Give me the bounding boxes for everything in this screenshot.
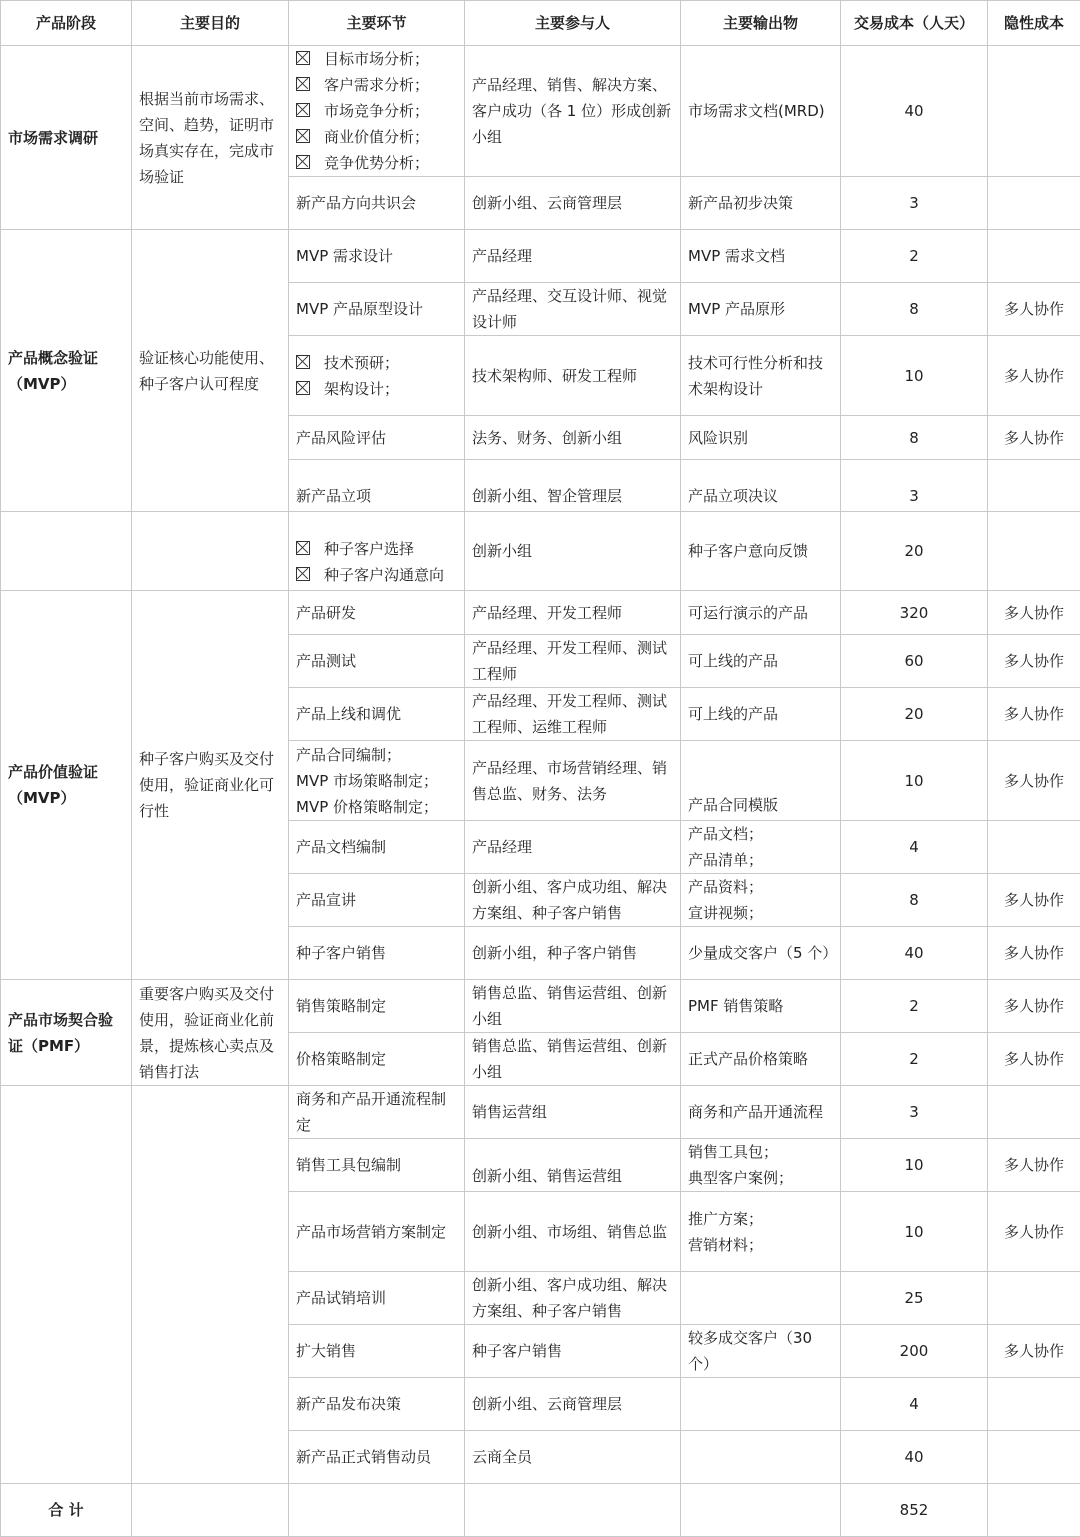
cost-cell: 3 (841, 177, 988, 230)
header-hidden-cost: 隐性成本 (988, 1, 1080, 46)
output-cell: 较多成交客户（30 个） (681, 1325, 841, 1378)
cost-cell: 4 (841, 1378, 988, 1431)
checkbox-icon (296, 129, 310, 143)
participants-cell: 销售总监、销售运营组、创新小组 (465, 1033, 681, 1086)
checkbox-icon (296, 541, 310, 555)
header-participants: 主要参与人 (465, 1, 681, 46)
hidden-cost-cell: 多人协作 (988, 688, 1080, 741)
cost-cell: 25 (841, 1272, 988, 1325)
steps-cell: 产品风险评估 (289, 416, 465, 460)
cost-cell: 2 (841, 980, 988, 1033)
steps-cell: 目标市场分析； 客户需求分析； 市场竞争分析； 商业价值分析； 竞争优势分析； (289, 46, 465, 177)
participants-cell: 产品经理、销售、解决方案、客户成功（各 1 位）形成创新小组 (465, 46, 681, 177)
hidden-cost-cell: 多人协作 (988, 416, 1080, 460)
hidden-cost-cell (988, 230, 1080, 283)
hidden-cost-cell (988, 512, 1080, 591)
steps-cell: 销售工具包编制 (289, 1139, 465, 1192)
steps-cell: 新产品发布决策 (289, 1378, 465, 1431)
hidden-cost-cell: 多人协作 (988, 283, 1080, 336)
cost-cell: 40 (841, 927, 988, 980)
participants-cell: 产品经理、市场营销经理、销售总监、财务、法务 (465, 741, 681, 821)
purpose-cell: 种子客户购买及交付使用，验证商业化可行性 (132, 591, 289, 980)
total-cost: 852 (841, 1484, 988, 1537)
output-cell: 技术可行性分析和技术架构设计 (681, 336, 841, 416)
table-row (1, 1086, 1080, 1139)
purpose-cell: 验证核心功能使用、种子客户认可程度 (132, 230, 289, 512)
purpose-cell: 重要客户购买及交付使用，验证商业化前景，提炼核心卖点及销售打法 (132, 980, 289, 1086)
header-row (1, 1, 1080, 46)
cost-cell: 2 (841, 1033, 988, 1086)
purpose-cell (132, 1086, 289, 1484)
participants-cell: 创新小组、云商管理层 (465, 1378, 681, 1431)
participants-cell: 种子客户销售 (465, 1325, 681, 1378)
header-phase: 产品阶段 (1, 1, 132, 46)
header-purpose: 主要目的 (132, 1, 289, 46)
output-cell: MVP 产品原形 (681, 283, 841, 336)
output-cell: 风险识别 (681, 416, 841, 460)
participants-cell: 产品经理、开发工程师 (465, 591, 681, 635)
cost-cell: 40 (841, 1431, 988, 1484)
cost-cell: 60 (841, 635, 988, 688)
steps-cell: MVP 产品原型设计 (289, 283, 465, 336)
phase-cell: 产品市场契合验证（PMF） (1, 980, 132, 1086)
steps-cell: 产品测试 (289, 635, 465, 688)
phase-cell: 市场需求调研 (1, 46, 132, 230)
participants-cell: 创新小组，种子客户销售 (465, 927, 681, 980)
output-cell (681, 1272, 841, 1325)
header-cost: 交易成本（人天） (841, 1, 988, 46)
table-row (1, 46, 1080, 177)
cost-cell: 10 (841, 741, 988, 821)
output-cell: 可上线的产品 (681, 688, 841, 741)
participants-cell: 产品经理、开发工程师、测试工程师 (465, 635, 681, 688)
hidden-cost-cell: 多人协作 (988, 980, 1080, 1033)
hidden-cost-cell (988, 821, 1080, 874)
output-cell: 正式产品价格策略 (681, 1033, 841, 1086)
cost-cell: 8 (841, 416, 988, 460)
cost-cell: 320 (841, 591, 988, 635)
output-cell: 市场需求文档(MRD) (681, 46, 841, 177)
output-cell: 可运行演示的产品 (681, 591, 841, 635)
hidden-cost-cell (988, 177, 1080, 230)
participants-cell: 创新小组、客户成功组、解决方案组、种子客户销售 (465, 1272, 681, 1325)
cost-cell: 8 (841, 874, 988, 927)
cost-cell: 4 (841, 821, 988, 874)
steps-cell: 产品文档编制 (289, 821, 465, 874)
hidden-cost-cell: 多人协作 (988, 741, 1080, 821)
cost-cell: 200 (841, 1325, 988, 1378)
output-cell: 产品资料； 宣讲视频； (681, 874, 841, 927)
output-cell: 销售工具包； 典型客户案例； (681, 1139, 841, 1192)
output-cell: 推广方案； 营销材料； (681, 1192, 841, 1272)
table-row (1, 980, 1080, 1033)
steps-cell: 新产品方向共识会 (289, 177, 465, 230)
hidden-cost-cell (988, 1086, 1080, 1139)
output-cell: 可上线的产品 (681, 635, 841, 688)
participants-cell: 产品经理 (465, 821, 681, 874)
cost-cell: 20 (841, 512, 988, 591)
steps-cell: 产品合同编制； MVP 市场策略制定； MVP 价格策略制定； (289, 741, 465, 821)
steps-cell: 产品市场营销方案制定 (289, 1192, 465, 1272)
output-cell: 产品文档； 产品清单； (681, 821, 841, 874)
hidden-cost-cell: 多人协作 (988, 591, 1080, 635)
output-cell (681, 1378, 841, 1431)
hidden-cost-cell: 多人协作 (988, 1139, 1080, 1192)
hidden-cost-cell: 多人协作 (988, 927, 1080, 980)
hidden-cost-cell (988, 1431, 1080, 1484)
steps-cell: 新产品正式销售动员 (289, 1431, 465, 1484)
steps-cell: 商务和产品开通流程制定 (289, 1086, 465, 1139)
purpose-cell: 根据当前市场需求、空间、趋势，证明市场真实存在，完成市场验证 (132, 46, 289, 230)
hidden-cost-cell (988, 1378, 1080, 1431)
output-cell: 种子客户意向反馈 (681, 512, 841, 591)
output-cell: 产品立项决议 (681, 460, 841, 512)
participants-cell: 创新小组、智企管理层 (465, 460, 681, 512)
participants-cell: 创新小组、客户成功组、解决方案组、种子客户销售 (465, 874, 681, 927)
participants-cell: 产品经理 (465, 230, 681, 283)
phase-cell (1, 512, 132, 591)
steps-cell: 种子客户销售 (289, 927, 465, 980)
hidden-cost-cell (988, 46, 1080, 177)
cost-cell: 10 (841, 1192, 988, 1272)
hidden-cost-cell (988, 1272, 1080, 1325)
steps-cell: 价格策略制定 (289, 1033, 465, 1086)
cost-cell: 40 (841, 46, 988, 177)
total-label: 合 计 (1, 1484, 132, 1537)
checkbox-icon (296, 51, 310, 65)
output-cell: MVP 需求文档 (681, 230, 841, 283)
checkbox-icon (296, 77, 310, 91)
cost-cell: 10 (841, 336, 988, 416)
hidden-cost-cell: 多人协作 (988, 1325, 1080, 1378)
table-row (1, 512, 1080, 591)
participants-cell: 创新小组、销售运营组 (465, 1139, 681, 1192)
steps-cell: 产品试销培训 (289, 1272, 465, 1325)
steps-cell: 产品研发 (289, 591, 465, 635)
participants-cell: 技术架构师、研发工程师 (465, 336, 681, 416)
checkbox-icon (296, 155, 310, 169)
cost-cell: 2 (841, 230, 988, 283)
output-cell: 新产品初步决策 (681, 177, 841, 230)
hidden-cost-cell: 多人协作 (988, 336, 1080, 416)
header-steps: 主要环节 (289, 1, 465, 46)
header-output: 主要输出物 (681, 1, 841, 46)
cost-cell: 10 (841, 1139, 988, 1192)
steps-cell: 销售策略制定 (289, 980, 465, 1033)
participants-cell: 产品经理、交互设计师、视觉设计师 (465, 283, 681, 336)
steps-cell: 技术预研； 架构设计； (289, 336, 465, 416)
checkbox-icon (296, 381, 310, 395)
output-cell: PMF 销售策略 (681, 980, 841, 1033)
cost-cell: 3 (841, 460, 988, 512)
cost-cell: 20 (841, 688, 988, 741)
steps-cell: MVP 需求设计 (289, 230, 465, 283)
checkbox-icon (296, 103, 310, 117)
checkbox-icon (296, 355, 310, 369)
checkbox-icon (296, 567, 310, 581)
phase-cell: 产品价值验证（MVP） (1, 591, 132, 980)
purpose-cell (132, 512, 289, 591)
steps-cell: 产品宣讲 (289, 874, 465, 927)
phase-cell (1, 1086, 132, 1484)
cost-cell: 3 (841, 1086, 988, 1139)
output-cell: 产品合同模版 (681, 741, 841, 821)
participants-cell: 创新小组 (465, 512, 681, 591)
participants-cell: 销售总监、销售运营组、创新小组 (465, 980, 681, 1033)
steps-cell: 产品上线和调优 (289, 688, 465, 741)
table-row (1, 591, 1080, 635)
output-cell (681, 1431, 841, 1484)
participants-cell: 创新小组、市场组、销售总监 (465, 1192, 681, 1272)
hidden-cost-cell: 多人协作 (988, 874, 1080, 927)
hidden-cost-cell: 多人协作 (988, 1192, 1080, 1272)
phase-cell: 产品概念验证（MVP） (1, 230, 132, 512)
steps-cell: 扩大销售 (289, 1325, 465, 1378)
output-cell: 少量成交客户（5 个） (681, 927, 841, 980)
hidden-cost-cell: 多人协作 (988, 635, 1080, 688)
steps-cell: 种子客户选择 种子客户沟通意向 (289, 512, 465, 591)
output-cell: 商务和产品开通流程 (681, 1086, 841, 1139)
participants-cell: 法务、财务、创新小组 (465, 416, 681, 460)
hidden-cost-cell: 多人协作 (988, 1033, 1080, 1086)
cost-cell: 8 (841, 283, 988, 336)
hidden-cost-cell (988, 460, 1080, 512)
participants-cell: 销售运营组 (465, 1086, 681, 1139)
table-row (1, 230, 1080, 283)
participants-cell: 产品经理、开发工程师、测试工程师、运维工程师 (465, 688, 681, 741)
participants-cell: 云商全员 (465, 1431, 681, 1484)
steps-cell: 新产品立项 (289, 460, 465, 512)
participants-cell: 创新小组、云商管理层 (465, 177, 681, 230)
